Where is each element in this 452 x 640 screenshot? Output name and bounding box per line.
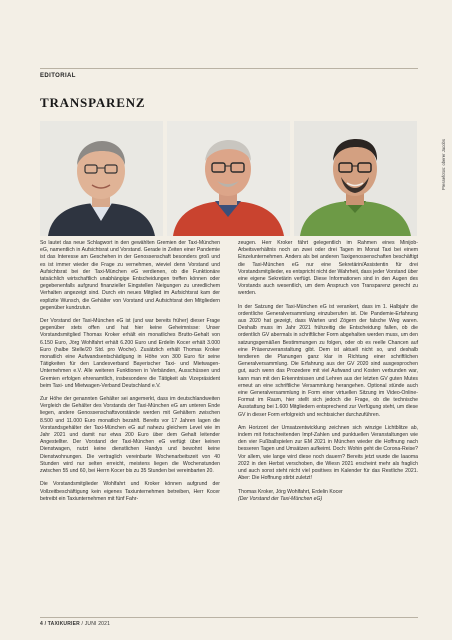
- portrait-strip: [40, 121, 418, 236]
- paragraph: Die Vorstandsmitglieder Wohlfahrt und Kroker können aufgrund der Vollzeitbeschäftigung kein eigenes Taxiunternehmen betreiben, Herr Kocer betreibt ein Taxiunternehmen mit fünf Fahr-: [40, 481, 220, 502]
- portrait-2-image: [167, 121, 290, 236]
- portrait-photo-2: [167, 121, 290, 236]
- paragraph: Der Vorstand der Taxi-München eG ist (und war bereits früher) dieser Frage gegenüber stets offen und hat hier keine Geheimnisse: Unser Vorstandsmitglied Thomas Kroker erhält ein monatliches Brutto-Gehalt von 6.150 Euro, Jörg Wohlfahrt erhält 6.200 Euro und Erdelin Kocer erhält 3.000 Euro (halbe Stelle/20 Std. pro Woche). Zusätzlich erhält Thomas Kroker monatlich eine Aufwandsentschädigung in Höhe von 300 Euro für seine Tätigkeiten für den Landesverband Bayerischer Taxi- und Mietwagen-Unternehmen e.V. Alle weiteren Funktionen in Verbänden, Ausschüssen und Gremien erfolgen ehrenamtlich, insbesondere die Tätigkeit als Vizepräsident beim Taxi- und Mietwagen-Verband Deutschland e.V.: [40, 318, 220, 389]
- portrait-3-image: [294, 121, 417, 236]
- article-column-left: [40, 240, 220, 509]
- paragraph: So lautet das neue Schlagwort in den gewählten Gremien der Taxi-München eG, namentlich in Aufsichtsrat und Vorstand. Gerade in Zeiten einer Pandemie ist das Interesse am Geschehen in der Genossenschaft besonders groß und es ist immer wieder die Frage zu vernehmen, wieviel denn Vorstand und Aufsichtsrat bei der Taxi-München eG verdienen, ob die Funktionäre tatsächlich wirtschaftlich unabhängige Entscheidungen treffen können oder gegebenenfalls aufgrund finanzieller Eingstellen Neigungen zu unredlichem Verhalten angezeigt sind. Durch ein neues Mitglied im Aufsichtsrat kam der explizite Wunsch, die Gehälter von Vorstand und Aufsichtsrat den Mitgliedern gegenüber kundzutun.: [40, 240, 220, 311]
- article-column-right: [238, 240, 418, 503]
- paragraph: zeugen. Herr Kroker fährt gelegentlich im Rahmen eines Minijob-Arbeitsverhältnis noch an zwei oder drei Tagen im Monat Taxi bei einem Einzelunternehmen. Anders als bei anderen Taxigenossenschaften beschäftigt die Taxi-München eG nur eine Sekretärin/Assistentin für drei Vorstandsmitglieder, es entspricht nicht der Wahrheit, dass jeder Vorstand über eine eigene Sekretärin verfügt. Diese Informationen sind in den Augen des Vorstands auch wesentlich, um dem Anspruch von Transparenz gerecht zu werden.: [238, 240, 418, 297]
- signature: Thomas Kroker, Jörg Wohlfahrt, Erdelin Kocer: [238, 488, 343, 495]
- headline: TRANSPARENZ: [40, 95, 146, 110]
- signature-note: (Der Vorstand der Taxi-München eG): [238, 495, 323, 502]
- top-rule: [40, 68, 418, 69]
- portrait-1-image: [40, 121, 163, 236]
- paragraph: Zur Höhe der genannten Gehälter sei angemerkt, dass im deutschlandweiten Vergleich die Gehälter des Vorstands der Taxi-München eG am unteren Ende liegen, andere Genossenschaftsvorstände werden mit Gehältern zwischen 8.500 und 11.000 Euro monatlich bezahlt. Bereits vor 17 Jahren lagen die Vorstandsgehälter der Taxi-München eG auf nahezu gleichem Level wie im Jahr 2021 und damit nur etwa 200 Euro über dem Gehalt leitender Angestellter. Der Vorstand der Taxi-München eG verfügt über keinen Dienstwagen, nutzt keine dienstlichen Handys und bewohnt keine Dienstwohnungen. Die vertraglich vereinbarte Wochenarbeitszeit von 40 Stunden wird nur selten erreicht, meistens liegen die Wochenstunden zwischen 55 und 60, bei Herrn Kocer bis zu 35 Stunden bei vereinbarten 20.: [40, 396, 220, 475]
- footer-issue-label: / JUNI 2021: [79, 621, 111, 627]
- paragraph: Am Horizont der Umsatzentwicklung zeichnen sich winzige Lichtblitze ab, indem mit fortschreitenden Impf-Zahlen und punktuellen Veranstaltungen wie den vier Fußballspielen zur EM 2021 in München wieder die Hoffnung nach besseren Tagen und Umsätzen aufkeimt. Doch: Wohin geht die Corona-Reise? Vor allem, wie lange wird diese noch dauern? Bereits jetzt wurde die Iaaoma 2022 in den Herbst verschoben, die Wiesn 2021 erscheint mehr als fraglich und auch sonst steht nicht viel positives im Kalender für das Restliche 2021. Aber: Die Hoffnung stirbt zuletzt!: [238, 424, 418, 482]
- article-body: [40, 240, 418, 615]
- paragraph: In der Satzung der Taxi-München eG ist verankert, dass im 1. Halbjahr die ordentliche Generalversammlung einzuberufen ist. Die Pandemie-Erfahrung aus 2020 hat gezeigt, dass Warten und Zögern der falsche Weg waren. Deshalb muss im Jahr 2021 frühzeitig die Entscheidung fallen, ob die ordentlich GV abermals in schriftlicher Form abgehalten werden muss, um den satzungsgemäßen Bestimmungen zu folgen, oder ob es reelle Chancen auf eine Präsenzveranstaltung gibt. Dem ist aktuell nicht so, und deshalb tendieren die Planungen ganz klar in Richtung einer schriftlichen Generalversammlung. Die Erfahrung aus der GV 2020 sind ausgesprochen gut, auch wenn das Prozedere mit viel Aufwand und Kosten verbunden war, kann man mit den Erkenntnissen und Lehren aus der letzten GV guten Mutes erneut an eine schriftliche Versammlung herangehen. Optional stünde auch eine Generalversammlung in Form einer virtuellen Sitzung im Video-Online-Format im Raum, hier stellt sich jedoch die Frage, ob die technische Ausstattung bei 1.600 Mitgliedern entsprechend zur Verfügung steht, um diese GV in dieser Form erfolgreich und rechtssicher durchzuführen.: [238, 303, 418, 418]
- portrait-photo-1: [40, 121, 163, 236]
- footer-rule: [40, 617, 418, 618]
- portrait-photo-3: [294, 121, 417, 236]
- section-label: EDITORIAL: [40, 73, 76, 79]
- page-footer: [40, 621, 110, 627]
- photo-credit: Pressefotos: oberer Jacobs: [441, 139, 446, 190]
- footer-page-label: 4 / TAXIKURIER: [40, 621, 80, 627]
